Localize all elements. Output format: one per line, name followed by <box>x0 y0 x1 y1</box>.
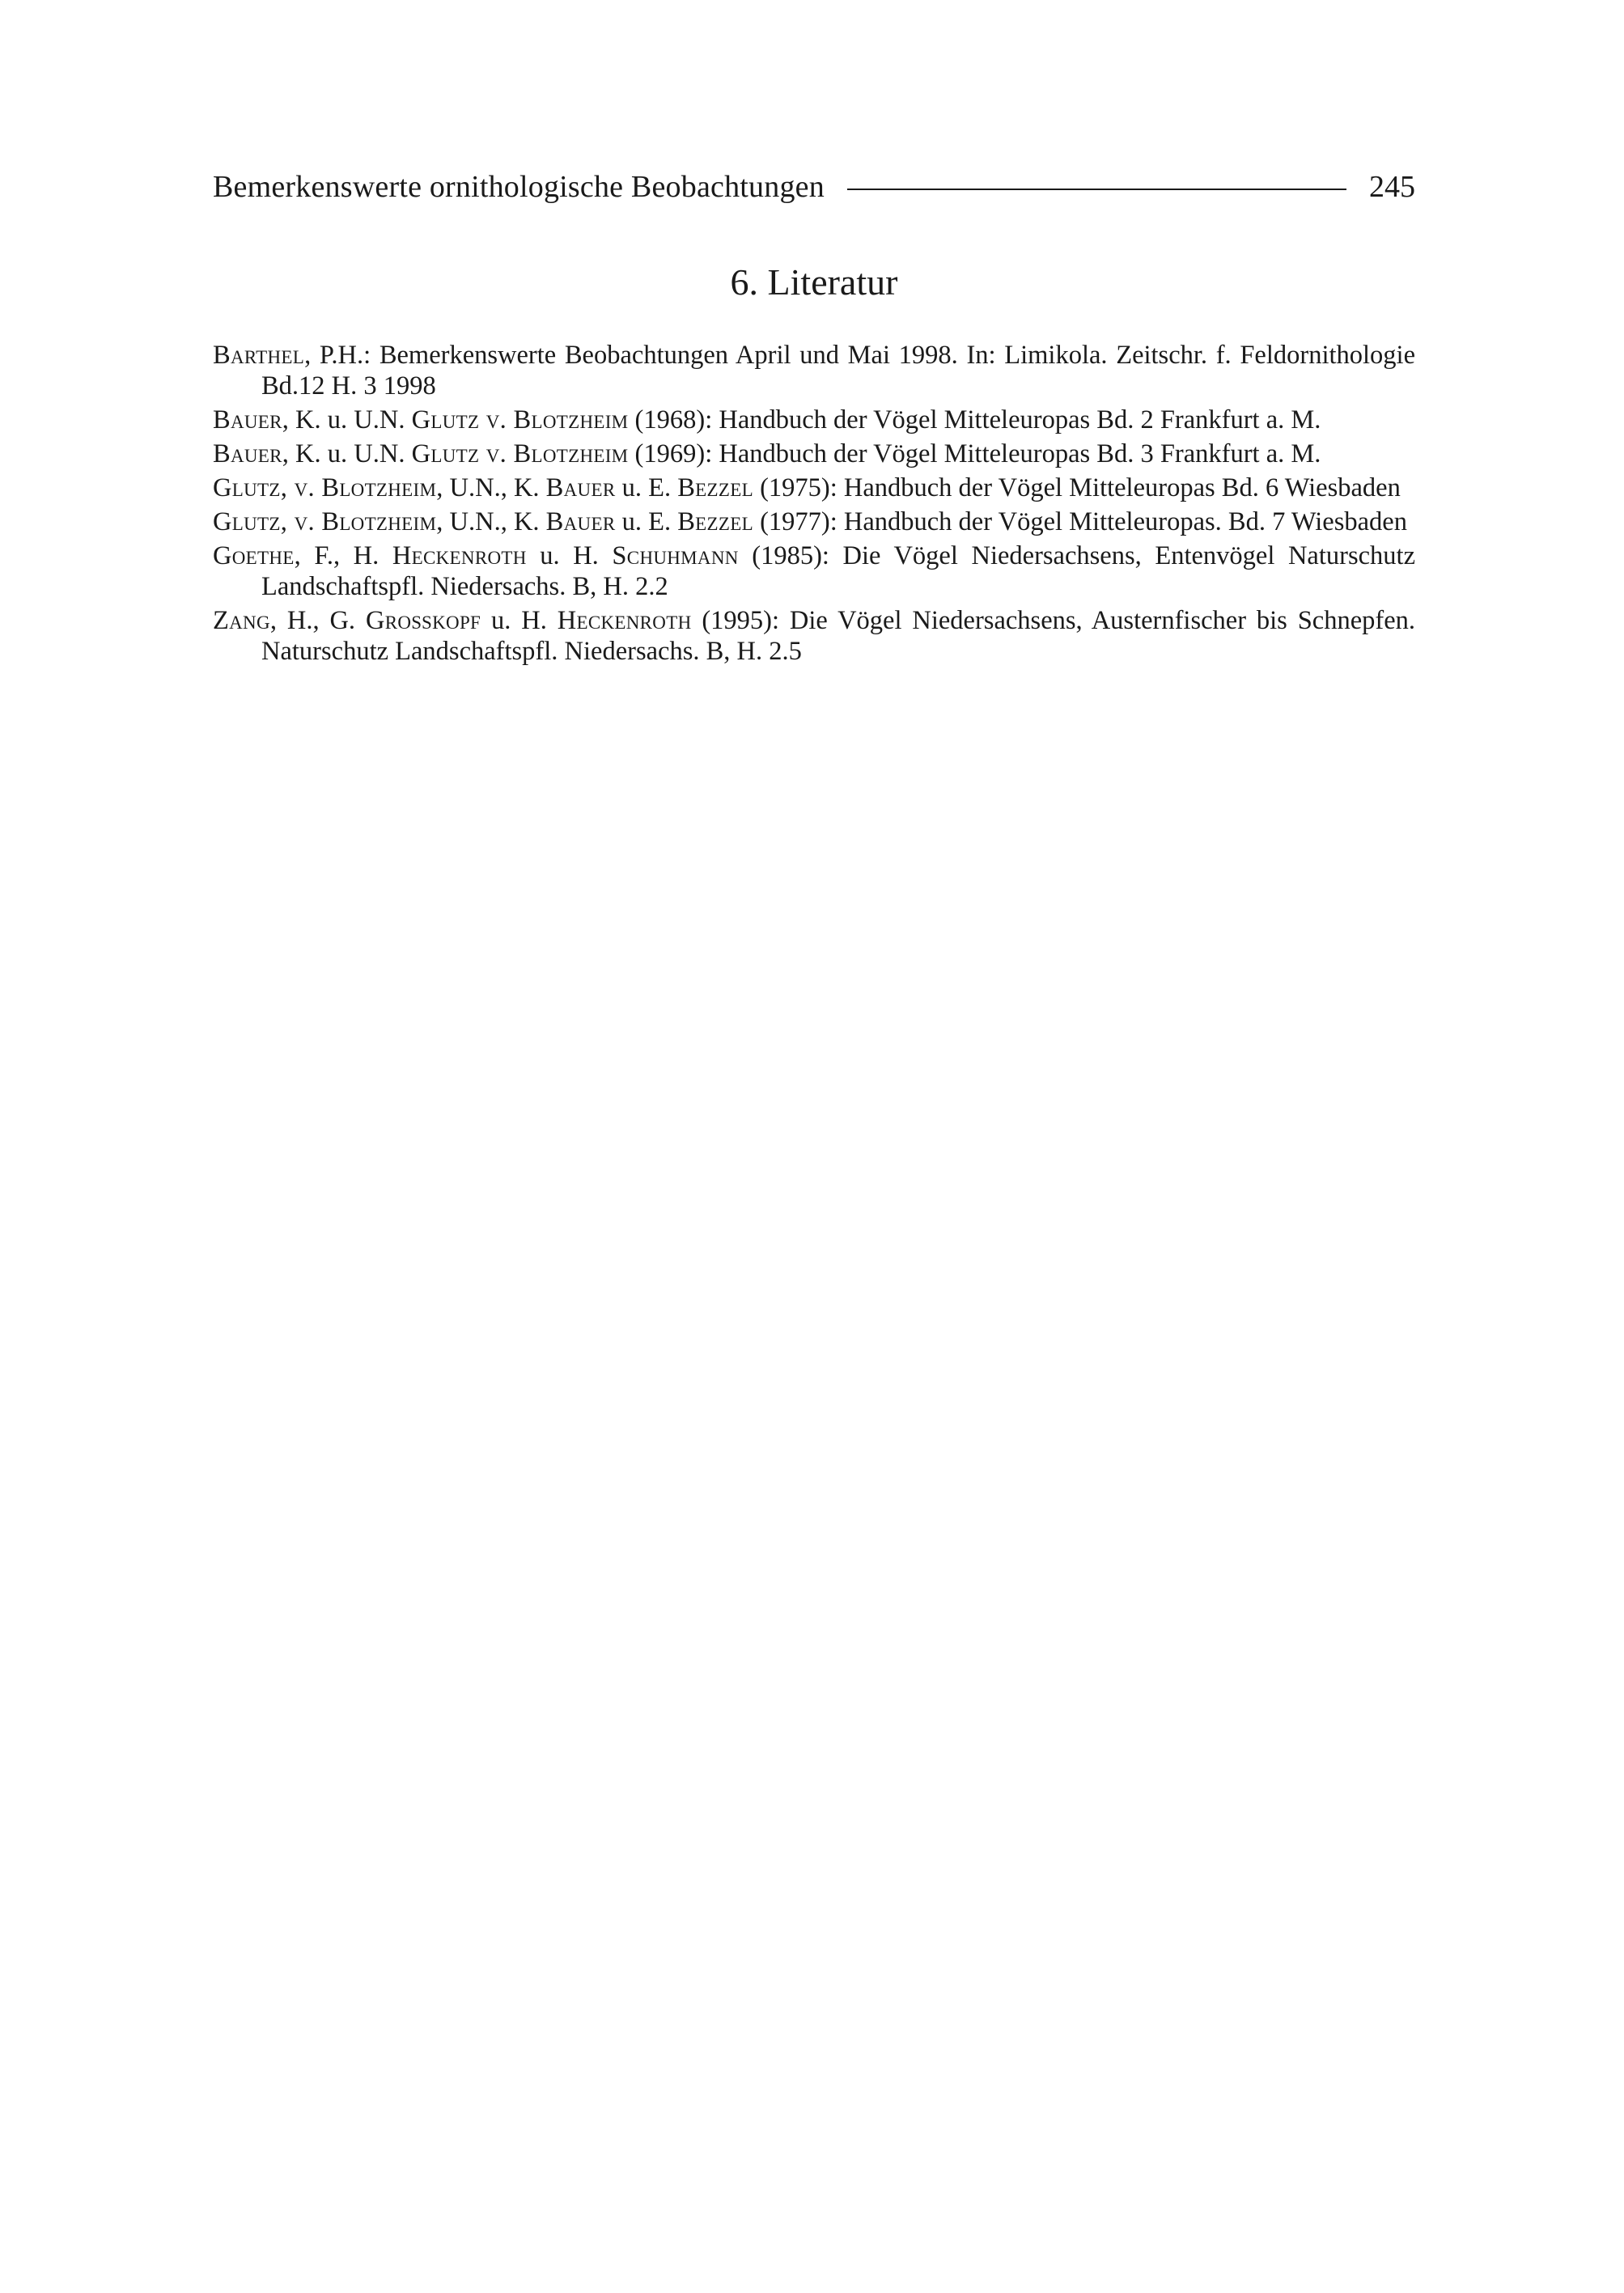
reference-author: Glutz v. Blotzheim <box>411 439 629 468</box>
reference-text: , U.N., K. <box>436 473 546 502</box>
reference-text: , P.H.: Bemerkenswerte Beobachtungen April und Mai 1998. In: Limikola. Zeitschr. f. Feldornithologie Bd.12 H. 3 1998 <box>261 341 1415 401</box>
reference-text: (1995): Die Vögel Niedersachsens, Austernfischer bis Schnepfen. Naturschutz Landschaftspfl. Niedersachs. B, H. 2.5 <box>261 606 1415 666</box>
reference-author: Heckenroth <box>392 541 527 570</box>
reference-entry <box>213 473 1415 503</box>
page-number: 245 <box>1369 170 1415 204</box>
reference-author: Bauer <box>545 507 616 536</box>
running-header <box>213 164 1415 210</box>
reference-text: (1977): Handbuch der Vögel Mitteleuropas. Bd. 7 Wiesbaden <box>753 507 1407 536</box>
reference-text: (1969): Handbuch der Vögel Mitteleuropas Bd. 3 Frankfurt a. M. <box>628 439 1321 468</box>
reference-entry <box>213 540 1415 602</box>
reference-entry <box>213 439 1415 469</box>
reference-author: Barthel <box>213 341 305 370</box>
reference-text: (1968): Handbuch der Vögel Mitteleuropas Bd. 2 Frankfurt a. M. <box>628 405 1321 434</box>
reference-author: Großkopf <box>365 606 481 635</box>
reference-text: , K. u. U.N. <box>282 405 412 434</box>
reference-author: Bauer <box>213 439 282 468</box>
reference-author: Bauer <box>213 405 282 434</box>
reference-author: Glutz, v. Blotzheim <box>213 507 437 536</box>
reference-entry <box>213 506 1415 537</box>
reference-text: u. H. <box>481 606 558 635</box>
reference-author: Glutz v. Blotzheim <box>411 405 629 434</box>
running-title: Bemerkenswerte ornithologische Beobachtungen <box>213 170 825 204</box>
reference-text: , H., G. <box>269 606 366 635</box>
reference-entry <box>213 340 1415 401</box>
reference-text: u. E. <box>615 507 678 536</box>
reference-text: u. E. <box>615 473 678 502</box>
reference-text: u. H. <box>526 541 613 570</box>
reference-author: Heckenroth <box>557 606 692 635</box>
reference-author: Bauer <box>545 473 616 502</box>
header-rule <box>847 189 1346 190</box>
section-title: 6. Literatur <box>730 261 898 303</box>
reference-author: Zang <box>213 606 270 635</box>
reference-list <box>213 340 1415 670</box>
reference-text: , U.N., K. <box>436 507 546 536</box>
reference-text: , F., H. <box>294 541 392 570</box>
reference-author: Schuhmann <box>612 541 739 570</box>
reference-entry <box>213 405 1415 435</box>
reference-author: Glutz, v. Blotzheim <box>213 473 437 502</box>
reference-text: (1985): Die Vögel Niedersachsens, Entenvögel Naturschutz Landschaftspfl. Niedersachs. B, H. 2.2 <box>261 541 1415 601</box>
reference-author: Bezzel <box>677 473 753 502</box>
reference-entry <box>213 605 1415 667</box>
reference-author: Goethe <box>213 541 295 570</box>
reference-text: , K. u. U.N. <box>282 439 412 468</box>
reference-text: (1975): Handbuch der Vögel Mitteleuropas Bd. 6 Wiesbaden <box>753 473 1401 502</box>
reference-author: Bezzel <box>677 507 753 536</box>
